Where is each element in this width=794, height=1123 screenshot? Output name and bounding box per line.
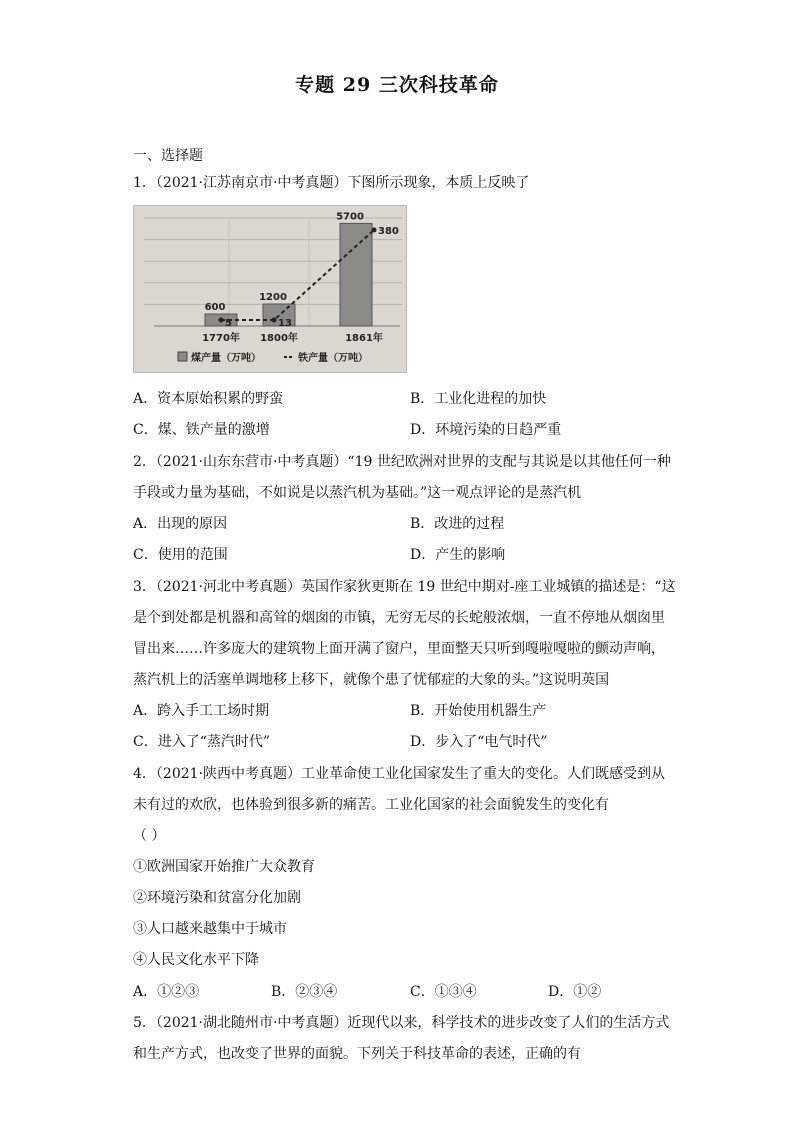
coal-bar: [340, 223, 372, 326]
page-title: 专题 29 三次科技革命: [295, 74, 499, 96]
iron-point: [219, 318, 224, 323]
x-tick-label: 1770年: [202, 333, 240, 344]
q3-option-d[interactable]: D．步入了“电气时代”: [410, 734, 548, 750]
q3-stem-line-1: 3．（2021·河北中考真题）英国作家狄更斯在 19 世纪中期对-座工业城镇的描述是：“这: [133, 579, 676, 595]
q1-option-a[interactable]: A．资本原始积累的野蛮: [133, 391, 284, 407]
q3-stem-line-2: 是个到处都是机器和高耸的烟囱的市镇，无穷无尽的长蛇般浓烟，一直不停地从烟囱里: [133, 610, 665, 626]
q2-stem-line-1: 2．（2021·山东东营市·中考真题）“19 世纪欧洲对世界的支配与其说是以其他任何一种: [133, 454, 671, 470]
q4-item-2: ②环境污染和贫富分化加剧: [133, 890, 301, 906]
q1-option-c[interactable]: C．煤、铁产量的激增: [133, 422, 270, 438]
q1-option-d[interactable]: D．环境污染的日趋严重: [410, 422, 562, 438]
q3-option-b[interactable]: B．开始使用机器生产: [410, 703, 547, 719]
q4-answer-blank: （ ）: [133, 828, 166, 844]
iron-point: [272, 318, 277, 323]
q4-stem-line-2: 未有过的欢欣，也体验到很多新的痛苦。工业化国家的社会面貌发生的变化有: [133, 797, 609, 813]
coal-data-label: 1200: [259, 292, 287, 303]
q5-stem-line-2: 和生产方式，也改变了世界的面貌。下列关于科技革命的表述，正确的有: [133, 1046, 581, 1062]
q3-option-a[interactable]: A．跨入手工工场时期: [133, 703, 270, 719]
q4-stem-line-1: 4．（2021·陕西中考真题）工业革命使工业化国家发生了重大的变化。人们既感受到从: [133, 766, 665, 782]
q4-item-4: ④人民文化水平下降: [133, 952, 259, 968]
q2-option-b[interactable]: B．改进的过程: [410, 516, 505, 532]
q5-stem-line-1: 5．（2021·湖北随州市·中考真题）近现代以来，科学技术的进步改变了人们的生活方式: [133, 1015, 670, 1031]
iron-point: [372, 228, 377, 233]
bar-line-chart: [134, 206, 406, 372]
q4-option-d[interactable]: D．①②: [548, 984, 602, 1000]
q4-option-a[interactable]: A．①②③: [133, 984, 200, 1000]
legend-label-iron: 铁产量（万吨）: [298, 353, 368, 364]
q3-stem-line-4: 蒸汽机上的活塞单调地移上移下，就像个患了忧郁症的大象的头。”这说明英国: [133, 672, 610, 688]
q4-option-b[interactable]: B．②③④: [271, 984, 338, 1000]
legend-swatch-coal: [178, 352, 187, 361]
q3-option-c[interactable]: C．进入了“蒸汽时代”: [133, 734, 271, 750]
iron-data-label: 13: [278, 318, 292, 329]
x-tick-label: 1861年: [345, 333, 383, 344]
coal-data-label: 600: [204, 302, 226, 313]
q2-option-c[interactable]: C．使用的范围: [133, 547, 228, 563]
q2-option-a[interactable]: A．出现的原因: [133, 516, 228, 532]
q3-stem-line-3: 冒出来……许多庞大的建筑物上面开满了窗户，里面整天只听到嘎啦嘎啦的颤动声响，: [133, 641, 665, 657]
q1-chart: [133, 205, 407, 373]
q4-item-3: ③人口越来越集中于城市: [133, 921, 287, 937]
q2-stem-line-2: 手段或力量为基础，不如说是以蒸汽机为基础。”这一观点评论的是蒸汽机: [133, 485, 582, 501]
q4-option-c[interactable]: C．①③④: [410, 984, 477, 1000]
q1-option-b[interactable]: B．工业化进程的加快: [410, 391, 547, 407]
q4-item-1: ①欧洲国家开始推广大众教育: [133, 859, 315, 875]
section-heading: 一、选择题: [133, 148, 203, 164]
q2-option-d[interactable]: D．产生的影响: [410, 547, 506, 563]
iron-data-label: 380: [378, 226, 399, 237]
q1-stem-line: 1．（2021·江苏南京市·中考真题）下图所示现象，本质上反映了: [133, 175, 530, 191]
coal-data-label: 5700: [336, 211, 364, 223]
iron-data-label: 5: [225, 318, 232, 329]
legend-label-coal: 煤产量（万吨）: [191, 353, 261, 364]
x-tick-label: 1800年: [260, 333, 298, 344]
